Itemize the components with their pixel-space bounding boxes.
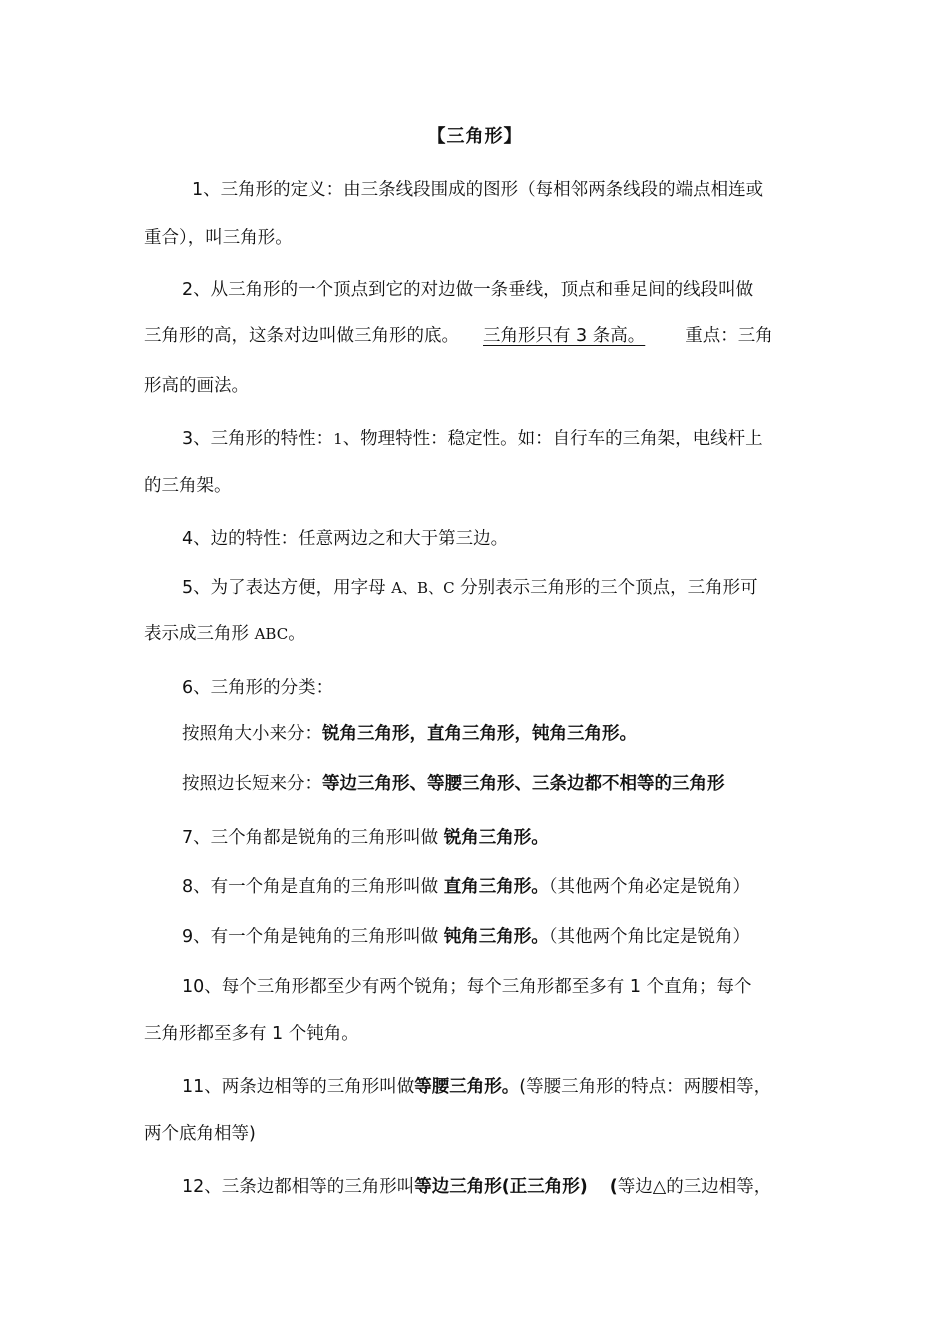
item-12-note: 等边△的三边相等，	[617, 1177, 772, 1197]
item-5-text-c: 表示成三角形	[144, 624, 249, 644]
item-12-paren: (	[609, 1177, 618, 1197]
item-7-text: 7、三个角都是锐角的三角形叫做	[182, 828, 439, 848]
angle-prefix: 按照角大小来分：	[182, 724, 322, 744]
item-5-text-a: 5、为了表达方便，用字母	[182, 578, 386, 598]
item-11-text: 11、两条边相等的三角形叫做	[182, 1077, 415, 1097]
item-9-bold: 钝角三角形。	[443, 927, 549, 947]
item-2-line-2	[144, 324, 824, 348]
item-9-text: 9、有一个角是钝角的三角形叫做	[182, 927, 439, 947]
item-8-text: 8、有一个角是直角的三角形叫做	[182, 877, 439, 897]
item-5-text-d: 。	[288, 624, 306, 644]
item-9-line-1	[182, 925, 862, 949]
item-2-text: 三角形的高，这条对边叫做三角形的底。	[144, 326, 459, 346]
item-2-line-1: 2、从三角形的一个顶点到它的对边做一条垂线，顶点和垂足间的线段叫做	[182, 280, 754, 300]
item-5-abc: ABC	[254, 625, 289, 643]
item-11-bold: 等腰三角形。	[414, 1077, 520, 1097]
item-5-letters: A、B、C	[391, 579, 455, 597]
item-9-note: （其他两个角比定是锐角）	[548, 927, 750, 947]
item-7-line-1	[182, 826, 862, 850]
item-3-line-1	[182, 427, 862, 451]
item-1-line-1: 1、三角形的定义：由三条线段围成的图形（每相邻两条线段的端点相连或	[192, 180, 764, 200]
page-title: 【三角形】	[427, 126, 523, 147]
side-types: 等边三角形、等腰三角形、三条边都不相等的三角形	[322, 774, 725, 794]
item-3-text-b: 、物理特性：稳定性。如：自行车的三角架，电线杆上	[342, 429, 763, 449]
item-2-underlined-note: 三角形只有 3 条高。	[483, 326, 646, 346]
item-7-bold: 锐角三角形。	[443, 828, 549, 848]
item-5-line-2	[144, 622, 824, 646]
item-8-line-1	[182, 875, 862, 899]
item-4-line-1: 4、边的特性：任意两边之和大于第三边。	[182, 529, 509, 549]
item-11-line-1	[182, 1075, 862, 1099]
item-2-key-point: 重点：三角	[685, 326, 773, 346]
item-6-side-classification	[182, 772, 862, 796]
side-prefix: 按照边长短来分：	[182, 774, 322, 794]
item-3-line-2: 的三角架。	[144, 476, 232, 496]
item-3-text-a: 3、三角形的特性：	[182, 429, 334, 449]
item-1-line-2: 重合），叫三角形。	[144, 228, 293, 248]
item-8-note: （其他两个角必定是锐角）	[548, 877, 750, 897]
item-12-bold: 等边三角形(正三角形)	[414, 1177, 588, 1197]
item-10-line-1: 10、每个三角形都至少有两个锐角；每个三角形都至多有 1 个直角；每个	[182, 977, 752, 997]
item-6-line-1: 6、三角形的分类：	[182, 678, 334, 698]
item-3-number: 1	[333, 430, 343, 448]
item-12-line-1	[182, 1175, 862, 1199]
angle-types: 锐角三角形，直角三角形，钝角三角形。	[322, 724, 637, 744]
item-12-text: 12、三条边都相等的三角形叫	[182, 1177, 415, 1197]
item-8-bold: 直角三角形。	[443, 877, 549, 897]
item-6-angle-classification	[182, 722, 862, 746]
item-11-note: (等腰三角形的特点：两腰相等，	[519, 1077, 772, 1097]
item-11-line-2: 两个底角相等)	[144, 1124, 256, 1144]
item-5-line-1	[182, 576, 862, 600]
item-2-line-3: 形高的画法。	[144, 376, 249, 396]
item-10-line-2: 三角形都至多有 1 个钝角。	[144, 1024, 359, 1044]
item-5-text-b: 分别表示三角形的三个顶点，三角形可	[460, 578, 758, 598]
